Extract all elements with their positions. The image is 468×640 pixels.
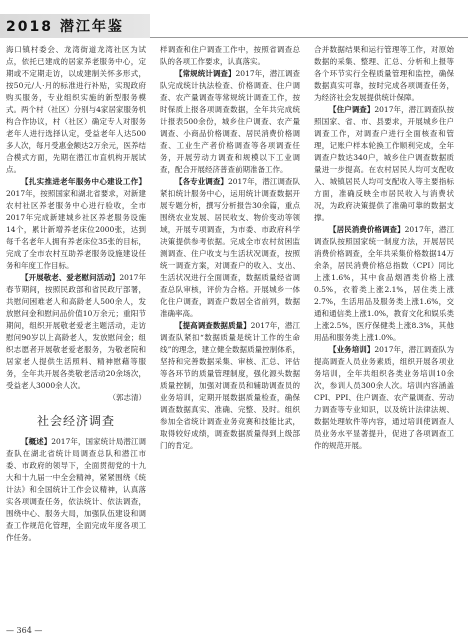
section-body: 2017年，潜江调查队为提高调查人员业务素质，组织开展各项业务培训，全年共组织各类业务培训10余次，参训人员300余人次。培训内容涵盖CPI、PPI、住户调查、农产量调查、劳动力调查等专业知识，以及统计法律法规、数据处理软件等内容，通过培训使调查人员业务水平显著提升，促进了各项调查工作的规范开展。 [314, 345, 454, 450]
paragraph: 合并数据结果和运行管理等工作，对原始数据的采集、整理、汇总、分析和上报等各个环节实行全程质量管理和监控，确保数据真实可靠，按时完成各项调查任务，为经济社会发展提供统计保障。 [314, 45, 454, 102]
section-heading: 【开展敬老、爱老慰问活动】 [21, 273, 120, 282]
section-body: 2017年，潜江调查队按照国家统一制度方法，开展居民消费价格调查，全年共采集价格数据14万余条，居民消费价格总指数（CPI）同比上涨1.6%，其中食品烟酒类价格上涨0.5%，衣着类上涨2.1%，居住类上涨2.7%，生活用品及服务类上涨1.6%，交通和通信类上涨1.0%，教育文化和娱乐类上涨2.5%，医疗保健类上涨8.3%，其他用品和服务类上涨1.0%。 [314, 225, 455, 342]
section-body: 2017年，按照国家和湖北省要求，对新建农村社区养老服务中心进行验收，全市2017年完成新建城乡社区养老服务设施14个，累计新增养老床位2000张，达到每千名老年人拥有养老床位35张的目标，完成了全市农村互助养老服务设施建设任务和年度工作目标。 [6, 189, 146, 270]
page-number: — 364 — [6, 626, 43, 635]
section-entry [6, 176, 146, 272]
yearbook-title: 2018 潜江年鉴 [6, 19, 124, 35]
section-heading: 【概述】 [21, 437, 52, 446]
section-entry [6, 272, 146, 392]
header-rule [150, 37, 468, 38]
page-header [0, 0, 468, 50]
column-right [314, 44, 454, 452]
section-entry [160, 68, 300, 176]
column-middle [160, 44, 300, 452]
section-heading: 【居民消费价格调查】 [329, 225, 405, 234]
author-signature: （郭志清） [108, 393, 146, 402]
section-entry [314, 224, 454, 344]
section-entry [160, 176, 300, 320]
section-heading: 【业务培训】 [329, 345, 375, 354]
section-body: 2017年春节期间，按照民政部和省民政厅部署，共慰问困难老人和高龄老人500余人，发放慰问金和慰问品价值10万余元；重阳节期间，组织开展敬老爱老主题活动，走访慰问90岁以上高龄老人，发放慰问金；组织志愿者开展敬老爱老服务，为敬老院和居家老人提供生活照料、精神慰藉等服务，全年共开展各类敬老活动20余场次，受益老人3000余人次。 [6, 273, 146, 390]
paragraph: 海口镇村委会、龙湾街道龙湾社区为试点，依托已建成的居家养老服务中心，定期或不定期走访，以成建制关怀多形式，按50元/人·月的标准进行补贴，实现政府购买服务，专业组织实施的新型服务模式。两个村（社区）分别与4家居家服务机构合作协议，村（社区）确定专人对服务老年人进行选择认定，受益老年人达500多人次，每月受惠金额达2万余元，医养结合模式方面，先期在潜江市直机构开展试点。 [6, 45, 146, 174]
section-entry [160, 320, 300, 452]
section-heading: 【提高调查数据质量】 [175, 321, 251, 330]
section-entry [6, 436, 146, 544]
section-heading: 【各专业调查】 [175, 177, 228, 186]
section-entry [314, 104, 454, 224]
section-entry [314, 344, 454, 452]
section-heading: 【常规统计调查】 [175, 69, 236, 78]
section-body: 2017年，潜江调查队紧扣统计服务中心，运用统计调查数据开展专题分析，撰写分析报告30余篇，重点围绕农业发展、居民收支、物价变动等领域，开展专项调查，为市委、市政府科学决策提供参考依据。完成全市农村贫困监测调查、住户收支与生活状况调查，按照统一调查方案，对调查户的收入、支出、生活状况进行全面调查，数据质量经省调查总队审核，评价为合格。开展城乡一体化住户调查，调查户数居全省前列，数据准确率高。 [160, 177, 300, 318]
section-title: 社会经济调查 [36, 414, 115, 428]
section-body: 2017年，潜江调查队紧扣“数据质量是统计工作的生命线”的理念，建立健全数据质量控制体系，坚持和完善数据采集、审核、汇总、评估等各环节的质量管理制度，强化源头数据质量控制，加强对调查员和辅助调查员的业务培训，定期开展数据质量检查，确保调查数据真实、准确、完整、及时。组织参加全省统计调查业务竞赛和技能比武，取得较好成绩，调查数据质量得到上级部门的肯定。 [160, 321, 301, 450]
paragraph: 样调查和住户调查工作中，按照省调查总队的各项工作要求，认真落实。 [160, 45, 300, 66]
column-left [6, 44, 146, 544]
section-body: 2017年，国家统计局潜江调查队在湖北省统计局调查总队和潜江市委、市政府的领导下，全面贯彻党的十九大和十九届一中全会精神，紧紧围绕《统计法》和全国统计工作会议精神，认真落实各项调查任务，依法统计、依法调查，围绕中心、服务大局，加强队伍建设和调查工作规范化管理，全面完成年度各项工作任务。 [6, 437, 146, 542]
section-body: 2017年，潜江调查队按照国家、省、市、县要求，开展城乡住户调查工作，对调查户进行全面核查和管理，记账户样本轮换工作顺利完成，全年调查户数达340户，城乡住户调查数据质量进一步提高。在农村居民人均可支配收入、城镇居民人均可支配收入等主要指标方面，准确反映全市居民收入与消费状况，为政府决策提供了准确可靠的数据支撑。 [314, 105, 454, 222]
section-heading: 【扎实推进老年服务中心建设工作】 [21, 177, 146, 186]
section-heading: 【住户调查】 [329, 105, 375, 114]
section-body: 2017年，潜江调查队完成统计执法检查、价格调查、住户调查、农产量调查等常规统计调查工作，按时保质上报各项调查数据，全年共完成统计报表500余份，城乡住户调查、农产量调查、小商品价格调查、居民消费价格调查、工业生产者价格调查等各项调查任务，开展劳动力调查和规模以下工业调查，配合开展经济普查前期准备工作。 [160, 69, 301, 174]
